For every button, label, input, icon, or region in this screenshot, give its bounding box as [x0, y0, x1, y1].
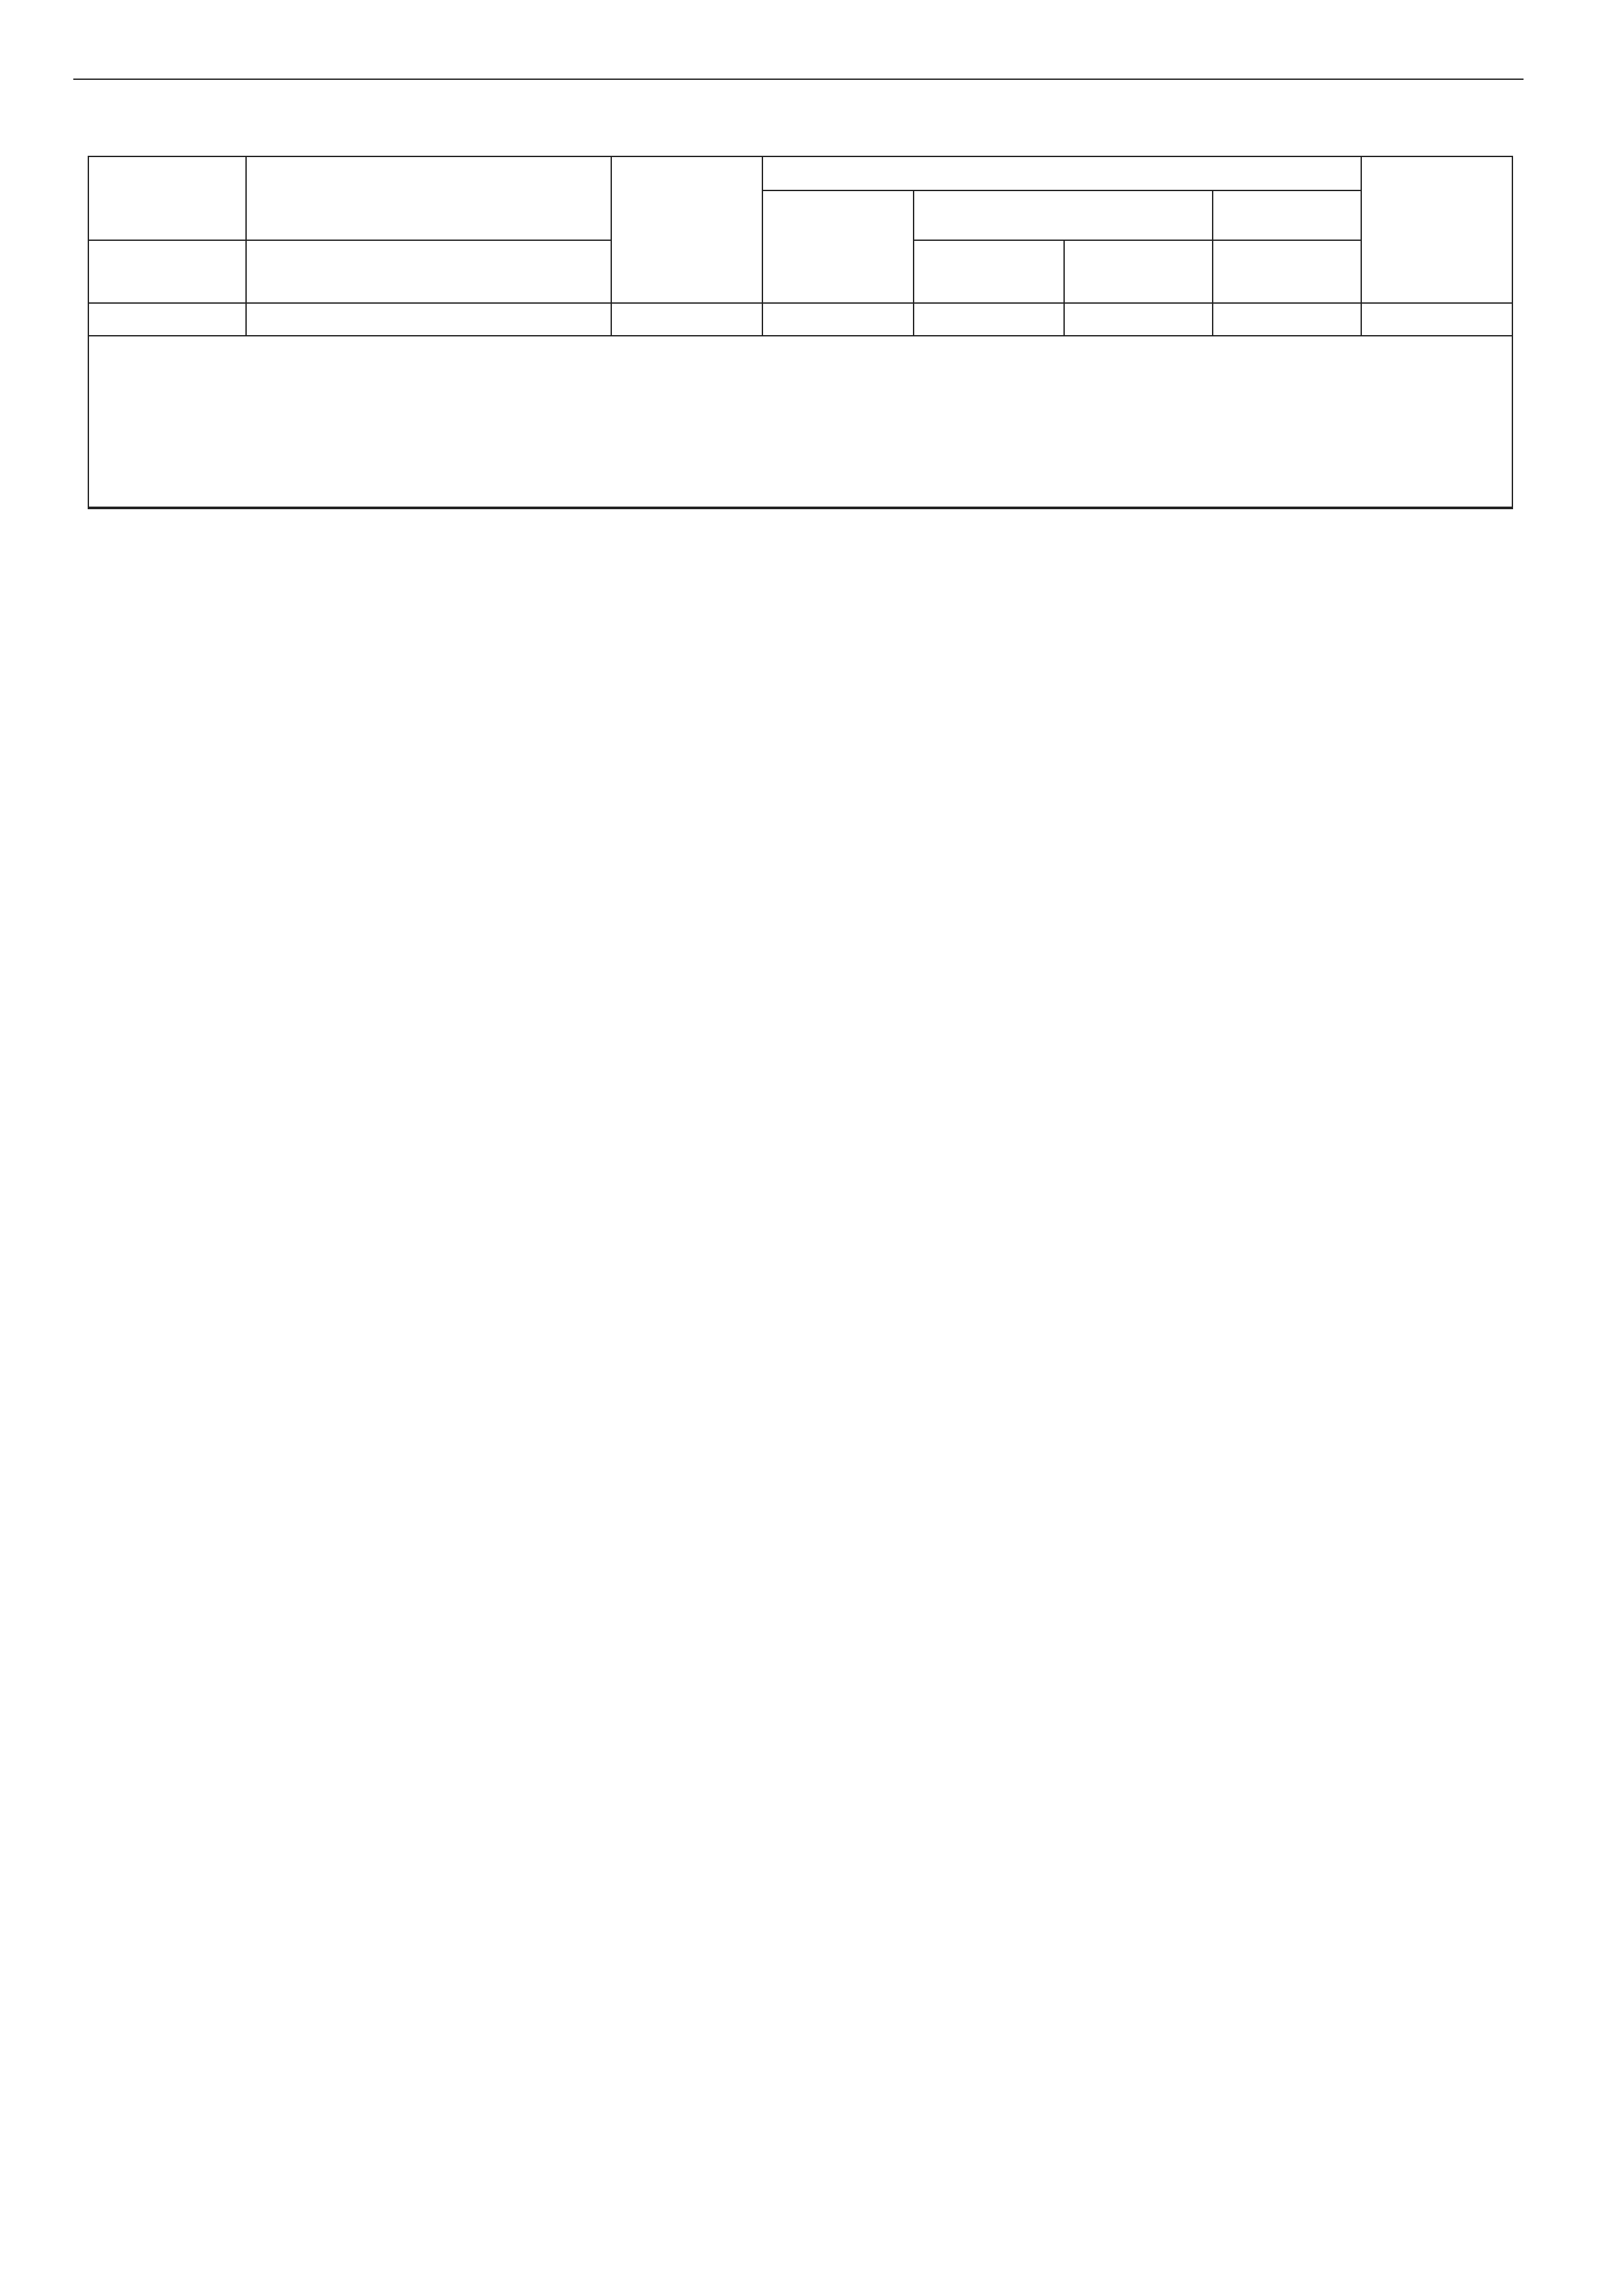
col-naimenovanie: [246, 156, 611, 240]
col-oplata: [762, 190, 914, 303]
col-materialy: [1213, 190, 1361, 240]
col-naimenovanie2: [246, 240, 611, 303]
col-num-4: [762, 303, 914, 336]
col-v-tom-chisle: [762, 156, 1361, 190]
col-pryamye: [611, 156, 762, 303]
col-num-7: [1213, 303, 1361, 336]
rates-table: [88, 156, 1513, 509]
table-title-section: [88, 336, 1512, 509]
col-num-3: [611, 303, 762, 336]
col-num-1: [88, 303, 246, 336]
col-rashod: [1213, 240, 1361, 303]
col-num-8: [1361, 303, 1512, 336]
col-kody: [88, 240, 246, 303]
col-num-6: [1064, 303, 1213, 336]
col-num-5: [914, 303, 1065, 336]
page-header: [73, 73, 1524, 80]
col-vsego: [914, 240, 1065, 303]
col-vtch: [1064, 240, 1213, 303]
col-ekspl: [914, 190, 1213, 240]
col-zatraty: [1361, 156, 1512, 303]
table-head: [88, 156, 1512, 336]
col-nomera: [88, 156, 246, 240]
table-title-cell: [88, 336, 1512, 507]
col-num-2: [246, 303, 611, 336]
